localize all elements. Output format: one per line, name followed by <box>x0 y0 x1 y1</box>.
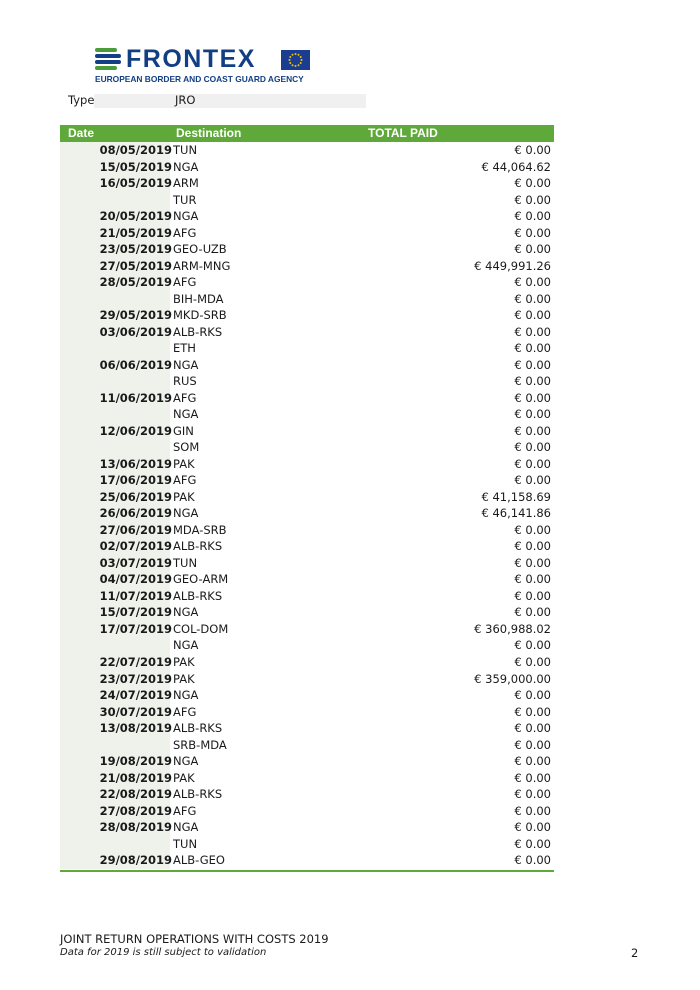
destination-cell: TUR <box>173 192 197 207</box>
total-paid-cell: € 0.00 <box>514 275 551 290</box>
table-row <box>60 836 554 853</box>
total-paid-cell: € 0.00 <box>514 341 551 356</box>
destination-cell: TUN <box>173 836 198 851</box>
date-cell: 04/07/2019 <box>99 572 172 587</box>
date-cell: 06/06/2019 <box>99 357 172 372</box>
table-row <box>60 786 554 803</box>
table-body <box>60 142 554 869</box>
date-cell: 20/05/2019 <box>99 209 172 224</box>
type-row <box>68 93 366 109</box>
brand-name: FRONTEX <box>126 45 256 73</box>
date-cell: 02/07/2019 <box>99 539 172 554</box>
destination-cell: AFG <box>173 275 197 290</box>
total-paid-cell: € 0.00 <box>514 324 551 339</box>
total-paid-cell: € 0.00 <box>514 423 551 438</box>
table-row <box>60 489 554 506</box>
column-header-date: Date <box>68 126 95 140</box>
total-paid-cell: € 0.00 <box>514 638 551 653</box>
table-row <box>60 505 554 522</box>
total-paid-cell: € 360,988.02 <box>474 621 551 636</box>
type-label: Type <box>68 93 95 107</box>
date-cell: 30/07/2019 <box>99 704 172 719</box>
destination-cell: GIN <box>173 423 194 438</box>
total-paid-cell: € 0.00 <box>514 242 551 257</box>
table-row <box>60 852 554 869</box>
date-cell: 11/06/2019 <box>99 390 172 405</box>
table-row <box>60 307 554 324</box>
destination-cell: AFG <box>173 390 197 405</box>
destination-cell: GEO-UZB <box>173 242 227 257</box>
total-paid-cell: € 46,141.86 <box>481 506 551 521</box>
total-paid-cell: € 0.00 <box>514 770 551 785</box>
table-row <box>60 142 554 159</box>
total-paid-cell: € 0.00 <box>514 440 551 455</box>
date-cell: 26/06/2019 <box>99 506 172 521</box>
date-cell: 12/06/2019 <box>99 423 172 438</box>
total-paid-cell: € 0.00 <box>514 407 551 422</box>
date-cell: 28/05/2019 <box>99 275 172 290</box>
destination-cell: SRB-MDA <box>173 737 227 752</box>
date-cell: 29/08/2019 <box>99 853 172 868</box>
total-paid-cell: € 0.00 <box>514 192 551 207</box>
total-paid-cell: € 0.00 <box>514 390 551 405</box>
frontex-wave-icon <box>95 48 121 70</box>
table-row <box>60 472 554 489</box>
destination-cell: ALB-RKS <box>173 539 223 554</box>
table-row <box>60 803 554 820</box>
destination-cell: ETH <box>173 341 196 356</box>
destination-cell: GEO-ARM <box>173 572 229 587</box>
table-row <box>60 704 554 721</box>
date-cell: 16/05/2019 <box>99 176 172 191</box>
date-cell: 27/06/2019 <box>99 522 172 537</box>
date-cell: 11/07/2019 <box>99 588 172 603</box>
table-row <box>60 291 554 308</box>
total-paid-cell: € 0.00 <box>514 737 551 752</box>
table-row <box>60 637 554 654</box>
table-row <box>60 555 554 572</box>
footer-note: Data for 2019 is still subject to validation <box>60 947 267 958</box>
table-row <box>60 357 554 374</box>
destination-cell: PAK <box>173 671 195 686</box>
total-paid-cell: € 0.00 <box>514 654 551 669</box>
date-cell: 25/06/2019 <box>99 489 172 504</box>
total-paid-cell: € 0.00 <box>514 803 551 818</box>
date-cell: 29/05/2019 <box>99 308 172 323</box>
table-row <box>60 588 554 605</box>
destination-cell: AFG <box>173 225 197 240</box>
table-row <box>60 225 554 242</box>
total-paid-cell: € 0.00 <box>514 721 551 736</box>
total-paid-cell: € 0.00 <box>514 176 551 191</box>
table-row <box>60 571 554 588</box>
table-row <box>60 274 554 291</box>
table-row <box>60 604 554 621</box>
total-paid-cell: € 0.00 <box>514 555 551 570</box>
destination-cell: ALB-RKS <box>173 324 223 339</box>
total-paid-cell: € 0.00 <box>514 522 551 537</box>
table-row <box>60 241 554 258</box>
destination-cell: NGA <box>173 688 199 703</box>
destination-cell: TUN <box>173 555 198 570</box>
eu-flag-icon <box>281 50 310 70</box>
destination-cell: PAK <box>173 654 195 669</box>
total-paid-cell: € 0.00 <box>514 853 551 868</box>
destination-cell: NGA <box>173 754 199 769</box>
table-row <box>60 522 554 539</box>
destination-cell: NGA <box>173 357 199 372</box>
table-row <box>60 671 554 688</box>
total-paid-cell: € 0.00 <box>514 588 551 603</box>
page-number: 2 <box>631 946 639 960</box>
destination-cell: NGA <box>173 506 199 521</box>
date-cell: 19/08/2019 <box>99 754 172 769</box>
destination-cell: RUS <box>173 374 197 389</box>
total-paid-cell: € 0.00 <box>514 787 551 802</box>
table-row <box>60 819 554 836</box>
table-header <box>60 125 554 142</box>
table-row <box>60 737 554 754</box>
total-paid-cell: € 449,991.26 <box>474 258 551 273</box>
date-cell: 27/05/2019 <box>99 258 172 273</box>
total-paid-cell: € 0.00 <box>514 539 551 554</box>
table-row <box>60 753 554 770</box>
total-paid-cell: € 41,158.69 <box>481 489 551 504</box>
total-paid-cell: € 0.00 <box>514 820 551 835</box>
table-row <box>60 687 554 704</box>
table-bottom-rule <box>60 870 554 872</box>
date-cell: 17/06/2019 <box>99 473 172 488</box>
footer-title: JOINT RETURN OPERATIONS WITH COSTS 2019 <box>60 932 329 946</box>
destination-cell: PAK <box>173 770 195 785</box>
date-cell: 22/08/2019 <box>99 787 172 802</box>
table-row <box>60 654 554 671</box>
table-row <box>60 159 554 176</box>
total-paid-cell: € 0.00 <box>514 456 551 471</box>
destination-cell: NGA <box>173 159 199 174</box>
date-cell: 13/08/2019 <box>99 721 172 736</box>
date-cell: 27/08/2019 <box>99 803 172 818</box>
total-paid-cell: € 0.00 <box>514 143 551 157</box>
type-value: JRO <box>175 93 196 107</box>
date-cell: 13/06/2019 <box>99 456 172 471</box>
table-row <box>60 406 554 423</box>
total-paid-cell: € 0.00 <box>514 374 551 389</box>
destination-cell: ALB-RKS <box>173 787 223 802</box>
table-row <box>60 770 554 787</box>
total-paid-cell: € 44,064.62 <box>481 159 551 174</box>
destination-cell: NGA <box>173 407 199 422</box>
date-cell: 22/07/2019 <box>99 654 172 669</box>
destination-cell: NGA <box>173 209 199 224</box>
date-cell: 23/07/2019 <box>99 671 172 686</box>
destination-cell: SOM <box>173 440 200 455</box>
total-paid-cell: € 0.00 <box>514 605 551 620</box>
table-row <box>60 423 554 440</box>
agency-name: EUROPEAN BORDER AND COAST GUARD AGENCY <box>95 74 304 84</box>
total-paid-cell: € 0.00 <box>514 291 551 306</box>
destination-cell: NGA <box>173 820 199 835</box>
table-row <box>60 175 554 192</box>
destination-cell: ALB-RKS <box>173 721 223 736</box>
table-row <box>60 720 554 737</box>
table-row <box>60 439 554 456</box>
destination-cell: PAK <box>173 456 195 471</box>
table-row <box>60 390 554 407</box>
total-paid-cell: € 0.00 <box>514 572 551 587</box>
table-row <box>60 373 554 390</box>
table-row <box>60 456 554 473</box>
destination-cell: TUN <box>173 143 198 157</box>
date-cell: 24/07/2019 <box>99 688 172 703</box>
destination-cell: COL-DOM <box>173 621 229 636</box>
destination-cell: AFG <box>173 473 197 488</box>
table-row <box>60 208 554 225</box>
destination-cell: ARM-MNG <box>173 258 231 273</box>
total-paid-cell: € 0.00 <box>514 225 551 240</box>
total-paid-cell: € 0.00 <box>514 688 551 703</box>
table-row <box>60 340 554 357</box>
destination-cell: MDA-SRB <box>173 522 227 537</box>
total-paid-cell: € 359,000.00 <box>474 671 551 686</box>
date-cell: 21/08/2019 <box>99 770 172 785</box>
date-cell: 15/07/2019 <box>99 605 172 620</box>
date-cell: 28/08/2019 <box>99 820 172 835</box>
destination-cell: ALB-GEO <box>173 853 225 868</box>
destination-cell: NGA <box>173 638 199 653</box>
column-header-destination: Destination <box>176 126 242 140</box>
total-paid-cell: € 0.00 <box>514 209 551 224</box>
destination-cell: ALB-RKS <box>173 588 223 603</box>
date-cell: 08/05/2019 <box>99 143 172 157</box>
table-row <box>60 192 554 209</box>
date-cell: 15/05/2019 <box>99 159 172 174</box>
total-paid-cell: € 0.00 <box>514 357 551 372</box>
total-paid-cell: € 0.00 <box>514 836 551 851</box>
costs-table <box>60 125 554 872</box>
date-cell: 03/06/2019 <box>99 324 172 339</box>
table-row <box>60 324 554 341</box>
date-cell: 03/07/2019 <box>99 555 172 570</box>
total-paid-cell: € 0.00 <box>514 473 551 488</box>
frontex-logo <box>95 46 325 86</box>
destination-cell: PAK <box>173 489 195 504</box>
column-header-total-paid: TOTAL PAID <box>368 126 438 140</box>
total-paid-cell: € 0.00 <box>514 308 551 323</box>
date-cell: 21/05/2019 <box>99 225 172 240</box>
total-paid-cell: € 0.00 <box>514 704 551 719</box>
date-cell: 23/05/2019 <box>99 242 172 257</box>
date-cell: 17/07/2019 <box>99 621 172 636</box>
destination-cell: MKD-SRB <box>173 308 227 323</box>
total-paid-cell: € 0.00 <box>514 754 551 769</box>
destination-cell: ARM <box>173 176 199 191</box>
table-row <box>60 621 554 638</box>
destination-cell: NGA <box>173 605 199 620</box>
destination-cell: AFG <box>173 704 197 719</box>
destination-cell: AFG <box>173 803 197 818</box>
table-row <box>60 538 554 555</box>
table-row <box>60 258 554 275</box>
destination-cell: BIH-MDA <box>173 291 224 306</box>
